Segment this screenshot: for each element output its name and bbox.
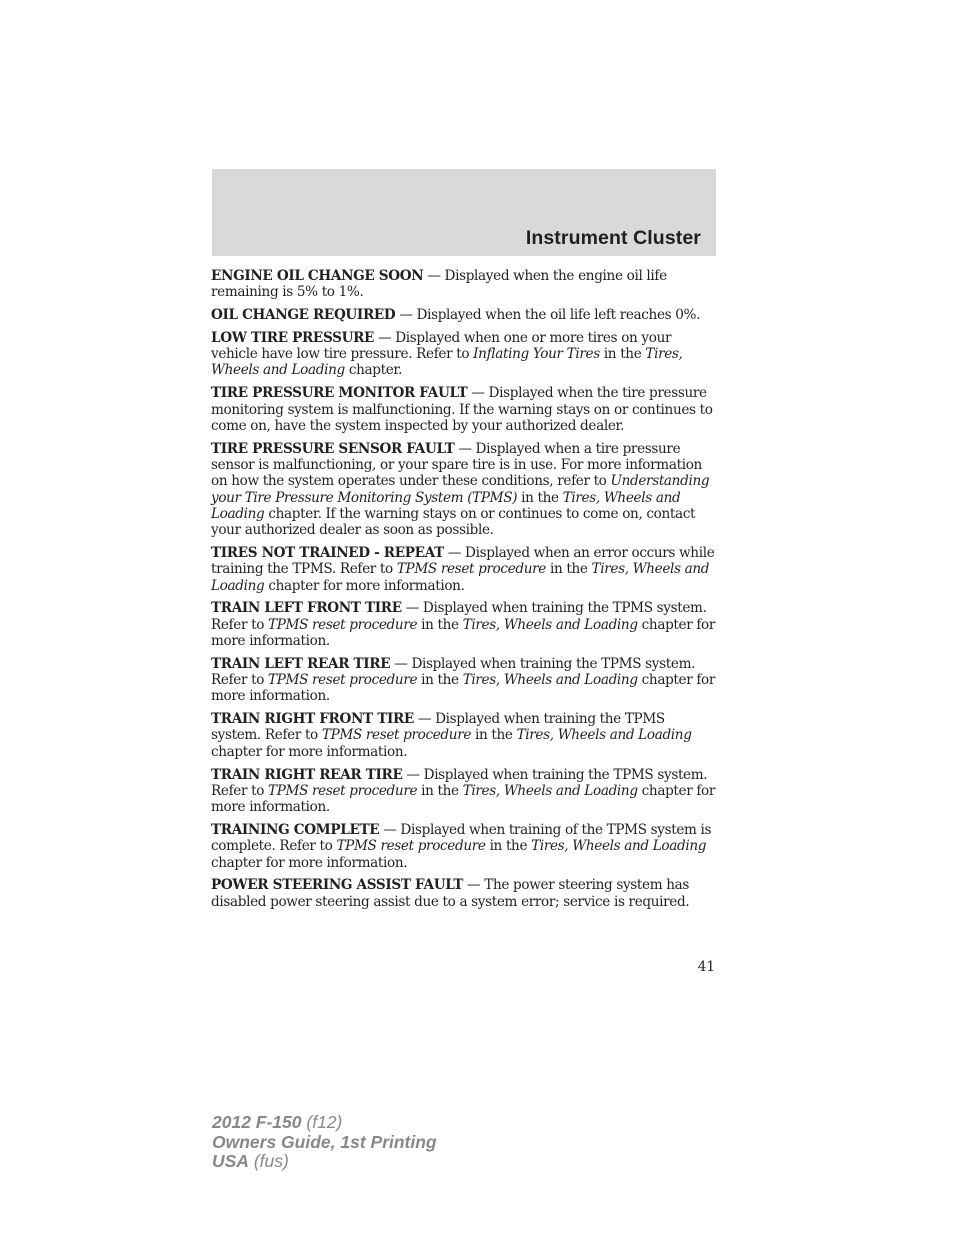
message-description: in the	[417, 616, 463, 633]
chapter-header-band	[212, 169, 716, 256]
cross-reference: Tires, Wheels and Loading	[531, 838, 707, 855]
message-description: in the	[417, 782, 463, 799]
message-term: ENGINE OIL CHANGE SOON	[211, 268, 424, 284]
cross-reference: Tires, Wheels and Loading	[462, 672, 638, 689]
cross-reference: TPMS reset procedure	[321, 727, 472, 744]
message-entry	[211, 656, 717, 705]
message-description: — Displayed when the oil life left reaches 0%.	[395, 307, 701, 324]
message-description: chapter for more information.	[211, 854, 408, 871]
footer-market: USA	[212, 1151, 249, 1171]
message-term: TRAIN LEFT FRONT TIRE	[211, 600, 402, 617]
message-entry	[211, 268, 717, 301]
message-description: chapter for more information.	[211, 616, 716, 649]
message-term: TRAINING COMPLETE	[211, 821, 380, 838]
message-term: TRAIN LEFT REAR TIRE	[211, 655, 391, 672]
message-entry	[211, 711, 717, 760]
message-description: — The power steering system has disabled power steering assist due to a system error; service is required.	[211, 877, 690, 910]
page-number: 41	[697, 959, 715, 975]
message-description: — Displayed when a tire pressure sensor is malfunctioning, or your spare tire is in use. For more information on how the system operates under these conditions, refer to	[211, 440, 702, 490]
message-entry	[211, 822, 717, 871]
message-list	[211, 268, 717, 910]
chapter-title: Instrument Cluster	[525, 227, 701, 249]
document-footer	[212, 1113, 437, 1172]
cross-reference: Tires, Wheels and Loading	[462, 782, 638, 799]
message-term: OIL CHANGE REQUIRED	[211, 307, 396, 324]
message-term: TIRE PRESSURE MONITOR FAULT	[211, 385, 468, 402]
cross-reference: Understanding your Tire Pressure Monitoring System (TPMS)	[211, 473, 710, 506]
message-description: chapter for more information.	[211, 782, 716, 816]
message-description: — Displayed when training the TPMS system. Refer to	[211, 655, 696, 689]
message-entry	[211, 441, 717, 539]
message-description: in the	[471, 727, 517, 744]
message-entry	[211, 330, 717, 379]
message-term: LOW TIRE PRESSURE	[211, 329, 375, 346]
page-body	[211, 268, 717, 916]
footer-line-model	[212, 1113, 437, 1133]
message-description: — Displayed when the engine oil life remaining is 5% to 1%.	[211, 268, 667, 301]
cross-reference: Tires, Wheels and Loading	[211, 561, 710, 594]
cross-reference: Tires, Wheels and Loading	[516, 727, 692, 744]
message-entry	[211, 307, 717, 323]
message-description: chapter.	[344, 362, 403, 379]
message-description: in the	[485, 838, 532, 855]
message-description: chapter for more information.	[211, 672, 716, 705]
message-description: in the	[545, 561, 592, 578]
cross-reference: Inflating Your Tires	[473, 346, 600, 363]
cross-reference: TPMS reset procedure	[396, 561, 546, 578]
cross-reference: Tires, Wheels and Loading	[462, 616, 638, 633]
message-description: chapter for more information.	[211, 743, 408, 760]
message-description: chapter for more information.	[264, 577, 465, 594]
message-description: — Displayed when training the TPMS system. Refer to	[211, 600, 707, 633]
message-description: — Displayed when training of the TPMS system is complete. Refer to	[211, 821, 712, 855]
message-description: in the	[517, 489, 563, 506]
message-term: TIRES NOT TRAINED - REPEAT	[211, 544, 444, 561]
footer-market-code: (fus)	[248, 1151, 289, 1171]
cross-reference: Tires, Wheels and Loading	[211, 489, 681, 522]
cross-reference: TPMS reset procedure	[336, 838, 486, 855]
cross-reference: TPMS reset procedure	[268, 616, 418, 633]
message-term: TIRE PRESSURE SENSOR FAULT	[211, 440, 455, 457]
message-entry	[211, 767, 717, 816]
footer-line-market	[212, 1152, 437, 1172]
message-description: in the	[417, 672, 463, 689]
footer-edition: Owners Guide, 1st Printing	[212, 1131, 437, 1152]
message-description: — Displayed when one or more tires on your vehicle have low tire pressure. Refer to	[211, 329, 672, 363]
message-term: POWER STEERING ASSIST FAULT	[211, 877, 464, 894]
message-entry	[211, 385, 717, 434]
message-description: — Displayed when an error occurs while training the TPMS. Refer to	[211, 544, 715, 578]
message-entry	[211, 600, 717, 649]
message-term: TRAIN RIGHT REAR TIRE	[211, 766, 403, 783]
message-description: — Displayed when training the TPMS system. Refer to	[211, 711, 665, 744]
cross-reference: TPMS reset procedure	[268, 672, 418, 689]
message-term: TRAIN RIGHT FRONT TIRE	[211, 711, 414, 728]
footer-model: 2012 F-150	[212, 1112, 302, 1132]
footer-model-code: (f12)	[301, 1112, 343, 1132]
message-description: chapter. If the warning stays on or continues to come on, contact your authorized dealer as soon as possible.	[211, 505, 696, 539]
message-description: — Displayed when training the TPMS system. Refer to	[211, 766, 708, 799]
message-description: in the	[599, 346, 646, 363]
cross-reference: TPMS reset procedure	[268, 782, 418, 799]
cross-reference: Tires, Wheels and Loading	[211, 346, 683, 379]
message-entry	[211, 877, 717, 910]
message-description: — Displayed when the tire pressure monitoring system is malfunctioning. If the warning stays on or continues to come on, have the system inspected by your authorized dealer.	[211, 385, 713, 434]
message-entry	[211, 545, 717, 594]
